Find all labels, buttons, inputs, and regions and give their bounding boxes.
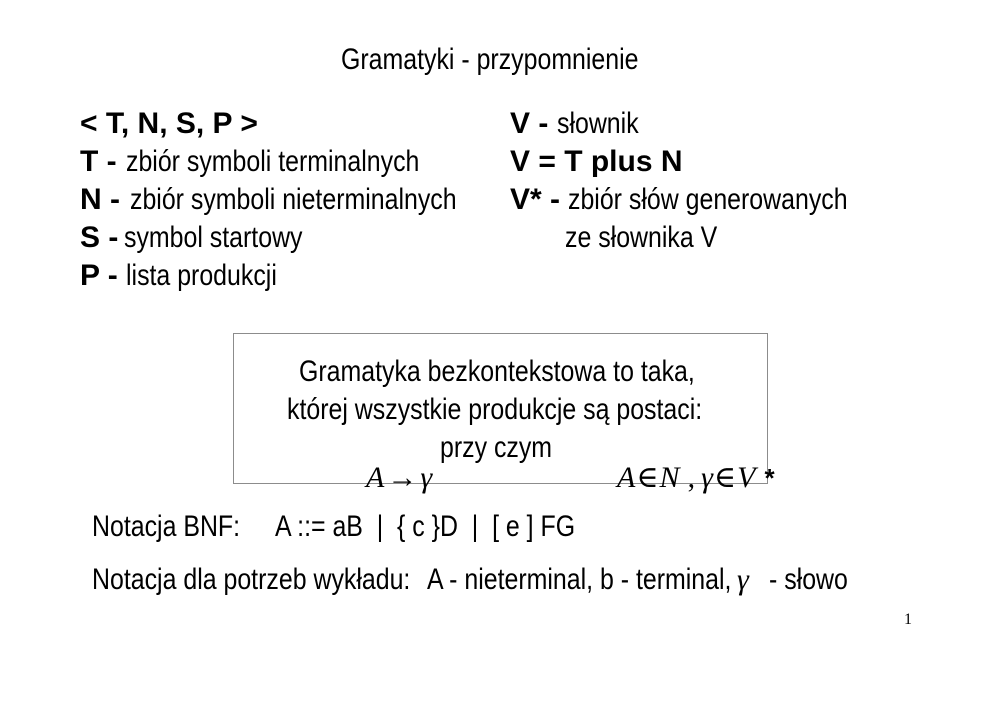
vocabulary-equation: V = T plus N [510, 145, 683, 178]
condition-gamma: γ [701, 461, 713, 494]
context-free-grammar-box [233, 333, 775, 494]
page-number: 1 [904, 611, 912, 628]
definition-text: symbol startowy [124, 221, 303, 254]
definition-symbol: T - [80, 145, 117, 178]
closure-symbol: V* - [510, 183, 561, 216]
box-line-1: Gramatyka bezkontekstowa to taka, [299, 355, 695, 388]
formula-rhs: γ [420, 461, 433, 494]
condition-label: przy czym [440, 431, 553, 464]
gamma-symbol: γ [737, 563, 749, 596]
element-of-icon: ∈ [636, 461, 659, 494]
vocabulary-symbol: V - [510, 107, 549, 140]
grammar-tuple: < T, N, S, P > [80, 107, 258, 140]
box-line-2: której wszystkie produkcje są postaci: [287, 393, 703, 426]
closure-continuation: ze słownika V [565, 221, 718, 254]
condition-formula [572, 433, 775, 523]
definition-symbol: S - [80, 221, 119, 254]
condition-v: V [737, 461, 756, 494]
condition-a: A [617, 461, 636, 494]
definition-text: zbiór symboli terminalnych [126, 145, 420, 178]
definition-symbol: P - [80, 259, 118, 292]
slide-title: Gramatyki - przypomnienie [341, 43, 639, 76]
element-of-icon: ∈ [713, 461, 737, 494]
kleene-star: * [764, 463, 775, 493]
definition-text: lista produkcji [126, 259, 277, 292]
vocabulary-text: słownik [557, 107, 639, 140]
bnf-notation-label: Notacja BNF: [92, 510, 241, 543]
definition-text: zbiór symboli nieterminalnych [130, 183, 457, 216]
condition-separator: , [687, 461, 696, 494]
formula-lhs: A [366, 461, 385, 494]
lecture-notation-label: Notacja dla potrzeb wykładu: [92, 563, 411, 596]
condition-n: N [659, 461, 680, 494]
lecture-notation-value: A - nieterminal, b - terminal, [427, 563, 732, 596]
bnf-notation-value: A ::= aB | { c }D | [ e ] FG [275, 510, 576, 543]
arrow-icon: → [387, 461, 418, 494]
lecture-notation-suffix: - słowo [769, 563, 848, 596]
definition-symbol: N - [80, 183, 120, 216]
closure-text: zbiór słów generowanych [568, 183, 848, 216]
